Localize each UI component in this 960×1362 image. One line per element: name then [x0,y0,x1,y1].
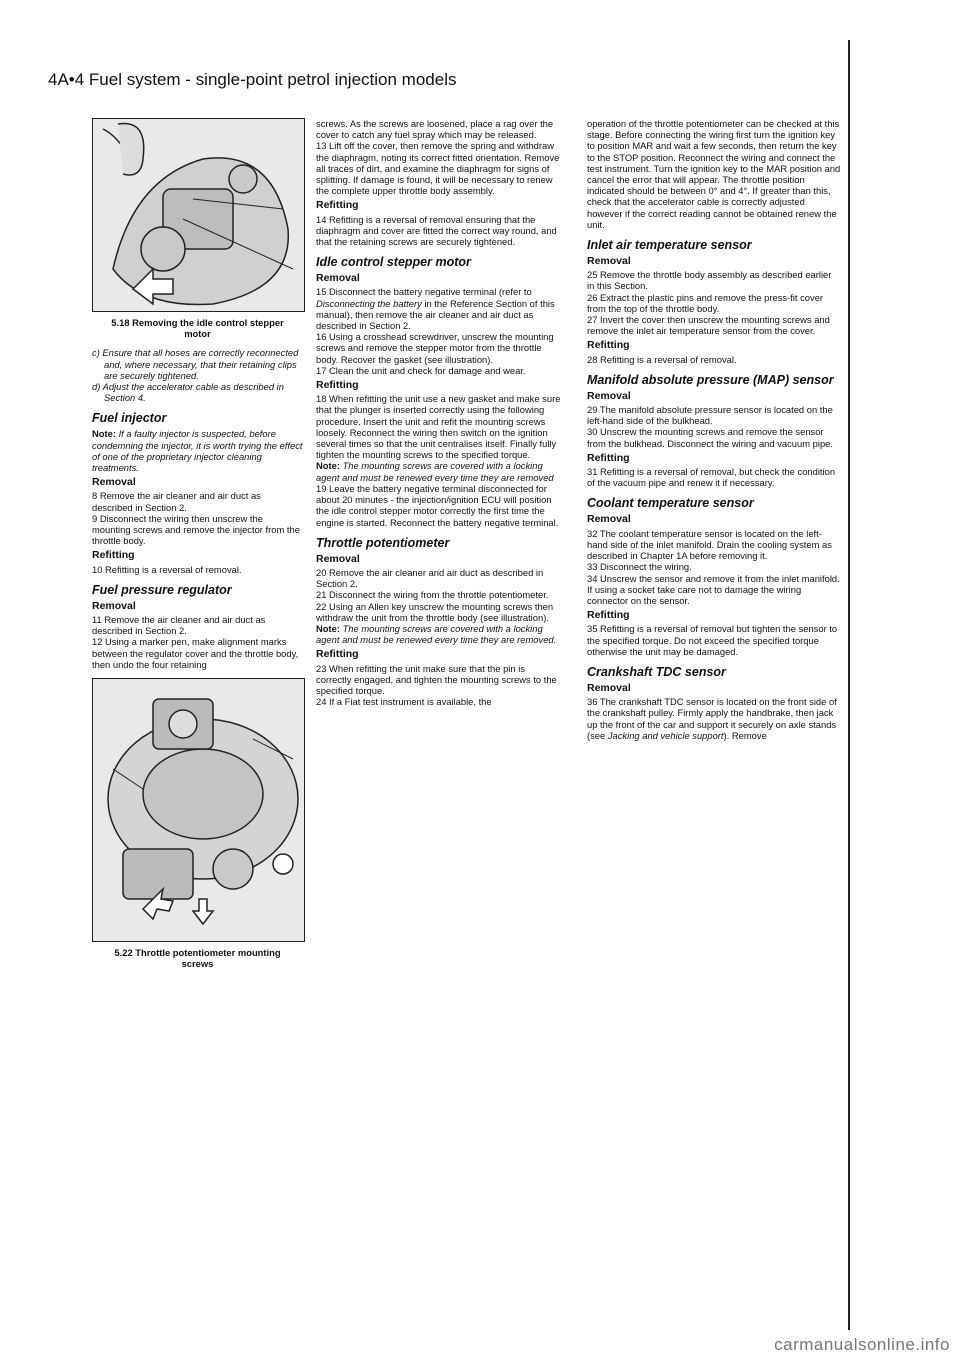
paragraph: 20 Remove the air cleaner and air duct as described in Section 2. [316,566,544,590]
paragraph: 24 If a Fiat test instrument is available, the [316,696,492,708]
list-item: d) Adjust the accelerator cable as described in Section 4. [92,381,284,404]
paragraph: 34 Unscrew the sensor and remove it from the inlet manifold. If using a socket take care not to damage the wiring connector on the sensor. [587,572,840,606]
note-text: If a faulty injector is suspected, before condemning the injector, it is worth trying the effect of one of the proprietary injector cleaning treatments. [92,428,303,474]
margin-rule [848,40,850,1330]
subheading: Removal [92,476,136,489]
paragraph: 17 Clean the unit and check for damage and wear. [316,364,526,376]
paragraph: 29 The manifold absolute pressure sensor is located on the left-hand side of the bulkhead. [587,404,833,427]
paragraph: 27 Invert the cover then unscrew the mounting screws and remove the inlet air temperature sensor from the cover. [587,314,830,337]
subheading: Removal [587,255,631,268]
section-heading: Fuel pressure regulator [92,582,232,597]
figure-throttle-potentiometer [92,678,305,942]
column-3 [587,118,841,741]
subheading: Refitting [92,549,135,562]
subheading: Removal [316,272,360,285]
paragraph: 19 Leave the battery negative terminal disconnected for about 20 minutes - the injection/ignition ECU will position the idle control stepper motor correctly the first time the engine is started. Reconnect the battery negative terminal. [316,482,559,528]
paragraph: 30 Unscrew the mounting screws and remove the sensor from the bulkhead. Disconnect the wiring and vacuum pipe. [587,426,833,449]
paragraph: operation of the throttle potentiometer can be checked at this stage. Before connecting the wiring first turn the ignition key to position MAR and wait a few seconds, then return the key to the STOP position. Reconnect the wiring and connect the test instrument. Turn the ignition key to the MAR position and cancel the error that will appear. The throttle position indicated should be between 0° and 4°. If greater than this, check that the accelerator cable is correctly adjusted however if the correct reading cannot be obtained renew the unit. [587,118,841,230]
column-2 [316,118,562,707]
paragraph: 14 Refitting is a reversal of removal ensuring that the diaphragm and cover are fitted the correct way round, and that the retaining screws are securely tightened. [316,213,557,248]
throttle-potentiometer-illustration [93,679,304,941]
paragraph: 26 Extract the plastic pins and remove the press-fit cover from the top of the throttle body. [587,291,824,314]
figure-stepper-motor [92,118,305,312]
section-heading: Inlet air temperature sensor [587,238,752,253]
paragraph: 25 Remove the throttle body assembly as described earlier in this Section. [587,269,832,292]
figure-caption: 5.18 Removing the idle control stepper motor [111,317,284,340]
paragraph: 31 Refitting is a reversal of removal, but check the condition of the vacuum pipe and renew it if necessary. [587,466,836,489]
paragraph: 18 When refitting the unit use a new gasket and make sure that the plunger is inserted correctly using the following procedure. Insert the unit and refit the mounting screws loosely. Reconnect the wiring then switch on the ignition several times so that the unit centralises itself. Finally fully tighten the mounting screws to the specified torque. [316,393,561,461]
subheading: Refitting [316,199,359,212]
section-heading: Throttle potentiometer [316,535,450,550]
section-heading: Crankshaft TDC sensor [587,664,726,679]
page-header: 4A•4 Fuel system - single-point petrol injection models [48,70,457,89]
subheading: Refitting [587,451,630,464]
watermark: carmanualsonline.info [774,1335,950,1354]
section-heading: Coolant temperature sensor [587,496,754,511]
paragraph: 23 When refitting the unit make sure that the pin is correctly engaged, and tighten the mounting screws to the specified torque. [316,662,557,696]
list-item: c) Ensure that all hoses are correctly reconnected and, where necessary, that their retaining clips are securely tightened. [92,347,299,381]
paragraph: 32 The coolant temperature sensor is located on the left-hand side of the inlet manifold. Drain the cooling system as described in Chapter 1A before removing it. [587,527,832,562]
paragraph: 22 Using an Allen key unscrew the mounting screws then withdraw the unit from the throttle body (see illustration). Note: The mounting screws are covered with a locking agent and must be renewed every time they are removed. [316,600,557,646]
subheading: Removal [587,389,631,402]
subheading: Refitting [316,379,359,392]
paragraph: 10 Refitting is a reversal of removal. [92,563,242,575]
section-heading: Manifold absolute pressure (MAP) sensor [587,372,834,387]
paragraph: 11 Remove the air cleaner and air duct as described in Section 2. [92,614,266,637]
paragraph: 13 Lift off the cover, then remove the spring and withdraw the diaphragm, noting its correct fitted orientation. Remove all traces of dirt, and examine the diaphragm for signs of splitting. If damage is found, it will be necessary to renew the complete upper throttle body assembly. [316,140,560,197]
subheading: Removal [587,513,631,526]
paragraph: 9 Disconnect the wiring then unscrew the mounting screws and remove the injector from the throttle body. [92,512,300,547]
paragraph: 35 Refitting is a reversal of removal but tighten the sensor to the specified torque. Do not exceed the specified torque otherwise the unit may be damaged. [587,623,838,657]
paragraph: 8 Remove the air cleaner and air duct as described in Section 2. [92,490,261,513]
paragraph: screws. As the screws are loosened, place a rag over the cover to catch any fuel spray which may be released. [316,118,554,141]
section-heading: Idle control stepper motor [316,255,471,270]
subheading: Removal [316,552,360,565]
note-paragraph [92,428,303,473]
subheading: Refitting [587,339,630,352]
figure-caption: 5.22 Throttle potentiometer mounting screws [114,947,281,970]
paragraph: 15 Disconnect the battery negative terminal (refer to Disconnecting the battery in the Reference Section of this manual), then remove the air cleaner and air duct as described in Section 2. [316,286,555,332]
section-heading: Fuel injector [92,411,167,426]
column-1 [92,118,303,977]
stepper-motor-illustration [93,119,304,311]
item-list [92,347,303,403]
note-label: Note: [92,428,116,440]
paragraph: 33 Disconnect the wiring. [587,561,692,573]
paragraph: 12 Using a marker pen, make alignment marks between the regulator cover and the throttle body, then undo the four retaining [92,636,299,670]
subheading: Refitting [587,609,630,622]
subheading: Removal [587,681,631,694]
subheading: Removal [92,599,136,612]
subheading: Refitting [316,648,359,661]
paragraph: 28 Refitting is a reversal of removal. [587,353,737,365]
paragraph: 16 Using a crosshead screwdriver, unscrew the mounting screws and remove the stepper motor from the throttle body. Recover the gasket (see illustration). [316,331,554,365]
paragraph: 36 The crankshaft TDC sensor is located on the front side of the crankshaft pulley. Firmly apply the handbrake, then jack up the front of the car and support it securely on axle stands (see Jacking and vehicle support). Remove [587,696,837,741]
paragraph: 21 Disconnect the wiring from the throttle potentiometer. [316,589,549,601]
note-paragraph: Note: The mounting screws are covered with a locking agent and must be renewed every time they are removed [316,460,554,483]
